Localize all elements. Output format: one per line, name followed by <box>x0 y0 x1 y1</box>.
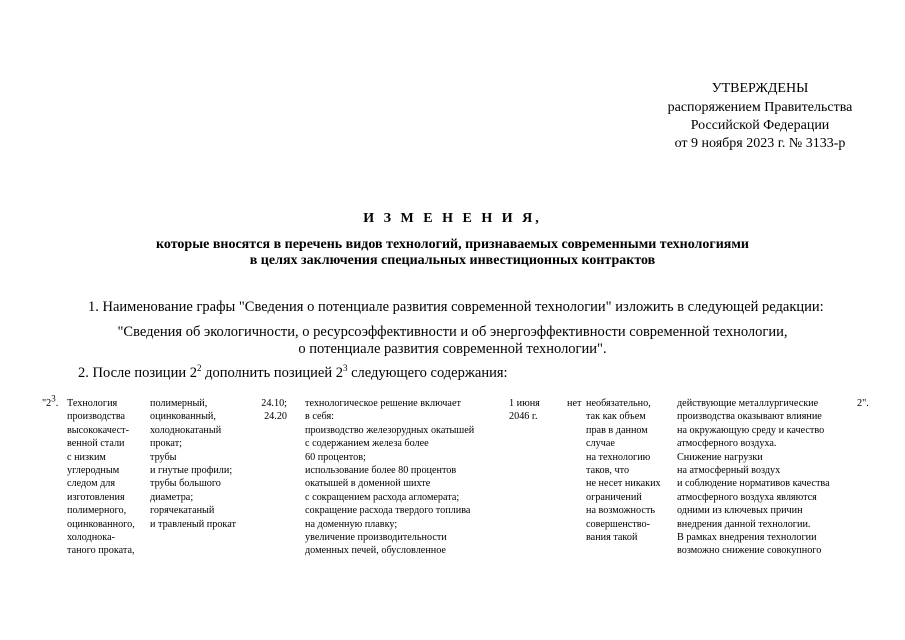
item-2-pre: 2. После позиции 2 <box>78 365 197 381</box>
cell-line: не несет никаких <box>586 478 661 490</box>
table-no-column <box>567 397 581 410</box>
cell-line: вания такой <box>586 531 638 543</box>
cell-line: с низким <box>67 451 106 463</box>
cell-line: холоднокатаный <box>150 424 222 436</box>
cell-line: трубы <box>150 451 177 463</box>
cell-line: диаметра; <box>150 491 194 503</box>
subheading-line: которые вносятся в перечень видов технологий, признаваемых современными технологиями <box>156 237 749 252</box>
cell-line: возможно снижение совокупного <box>677 545 822 557</box>
item-2-mid: дополнить позицией 2 <box>201 365 343 381</box>
cell-line: таного проката, <box>67 545 135 557</box>
position-number-dot: . <box>55 398 59 409</box>
table-description-column <box>305 397 474 558</box>
cell-line: на возможность <box>586 505 655 517</box>
cell-line: нет <box>567 398 582 409</box>
cell-line: прав в данном <box>586 424 648 436</box>
document-subheading <box>0 237 905 269</box>
cell-line: на атмосферный воздух <box>677 464 781 476</box>
cell-line: холоднока- <box>67 531 115 543</box>
cell-line: таков, что <box>586 464 630 476</box>
cell-line: с сокращением расхода агломерата; <box>305 491 460 503</box>
position-number-sup: 3 <box>51 393 56 404</box>
cell-line: 24.10; <box>261 398 287 409</box>
item-2-sup-2: 3 <box>342 363 348 374</box>
cell-line: и гнутые профили; <box>150 464 233 476</box>
cell-line: углеродным <box>67 464 120 476</box>
cell-line: в себя: <box>305 411 334 423</box>
cell-line: действующие металлургические <box>677 398 819 409</box>
quote-line: о потенциале развития современной технологии". <box>298 341 607 357</box>
cell-line: оцинкованный, <box>150 411 216 423</box>
cell-line: и травленый прокат <box>150 518 236 530</box>
table-products-column <box>150 397 236 531</box>
item-1-quote <box>0 324 905 358</box>
cell-line: одними из ключевых причин <box>677 505 803 517</box>
quote-line: "Сведения об экологичности, о ресурсоэффективности и об энергоэффективности современной технологии, <box>117 324 788 340</box>
cell-line: технологическое решение включает <box>305 398 461 409</box>
approval-line: распоряжением Правительства <box>667 100 853 115</box>
cell-line: горячекатаный <box>150 505 215 517</box>
cell-line: трубы большого <box>150 478 221 490</box>
cell-line: и соблюдение нормативов качества <box>677 478 830 490</box>
cell-line: атмосферного воздуха являются <box>677 491 817 503</box>
cell-line: ограничений <box>586 491 642 503</box>
position-number: "2 <box>42 398 52 409</box>
cell-line: Снижение нагрузки <box>677 451 763 463</box>
cell-line: Технология <box>67 398 118 409</box>
cell-line: прокат; <box>150 438 182 450</box>
item-2-text <box>78 365 508 382</box>
cell-line: так как объем <box>586 411 646 423</box>
cell-line: 2046 г. <box>509 411 538 423</box>
item-2-sup-1: 2 <box>196 363 202 374</box>
approval-line: Российской Федерации <box>690 118 830 133</box>
cell-line: изготовления <box>67 491 125 503</box>
table-position-number <box>42 393 59 410</box>
document-heading: И З М Е Н Е Н И Я, <box>363 211 542 226</box>
cell-line: оцинкованного, <box>67 518 135 530</box>
cell-line: венной стали <box>67 438 125 450</box>
cell-line: на технологию <box>586 451 651 463</box>
cell-line: полимерного, <box>67 505 127 517</box>
cell-line: производства оказывают влияние <box>677 411 822 423</box>
cell-line: 24.20 <box>264 411 287 423</box>
cell-line: следом для <box>67 478 116 490</box>
approval-line: от 9 ноября 2023 г. № 3133-р <box>674 136 846 151</box>
subheading-line: в целях заключения специальных инвестиционных контрактов <box>249 253 656 268</box>
cell-line: В рамках внедрения технологии <box>677 531 817 543</box>
cell-line: с содержанием железа более <box>305 438 429 450</box>
cell-line: необязательно, <box>586 398 651 409</box>
cell-line: производства <box>67 411 126 423</box>
cell-line: 60 процентов; <box>305 451 366 463</box>
approval-block <box>620 80 900 153</box>
cell-line: производство железорудных окатышей <box>305 424 475 436</box>
table-ecology-column <box>677 397 830 558</box>
cell-line: высококачест- <box>67 424 129 436</box>
cell-line: атмосферного воздуха. <box>677 438 777 450</box>
cell-line: увеличение производительности <box>305 531 447 543</box>
cell-line: случае <box>586 438 615 450</box>
approval-title: УТВЕРЖДЕНЫ <box>711 81 809 96</box>
item-2-post: следующего содержания: <box>347 365 508 381</box>
cell-line: сокращение расхода твердого топлива <box>305 505 471 517</box>
cell-line: совершенство- <box>586 518 651 530</box>
cell-line: на доменную плавку; <box>305 518 398 530</box>
table-codes-column <box>255 397 287 424</box>
table-note-column <box>586 397 661 544</box>
table-technology-column <box>67 397 135 558</box>
table-date-column <box>509 397 540 424</box>
cell-line: полимерный, <box>150 398 208 409</box>
table-end-mark <box>857 397 869 410</box>
cell-line: доменных печей, обусловленное <box>305 545 446 557</box>
item-1-text: 1. Наименование графы "Сведения о потенциале развития современной технологии" изложить в следующей редакции: <box>88 299 824 315</box>
cell-line: на окружающую среду и качество <box>677 424 825 436</box>
end-mark: 2". <box>857 398 869 409</box>
cell-line: внедрения данной технологии. <box>677 518 811 530</box>
cell-line: 1 июня <box>509 398 540 409</box>
cell-line: использование более 80 процентов <box>305 464 457 476</box>
cell-line: окатышей в доменной шихте <box>305 478 431 490</box>
